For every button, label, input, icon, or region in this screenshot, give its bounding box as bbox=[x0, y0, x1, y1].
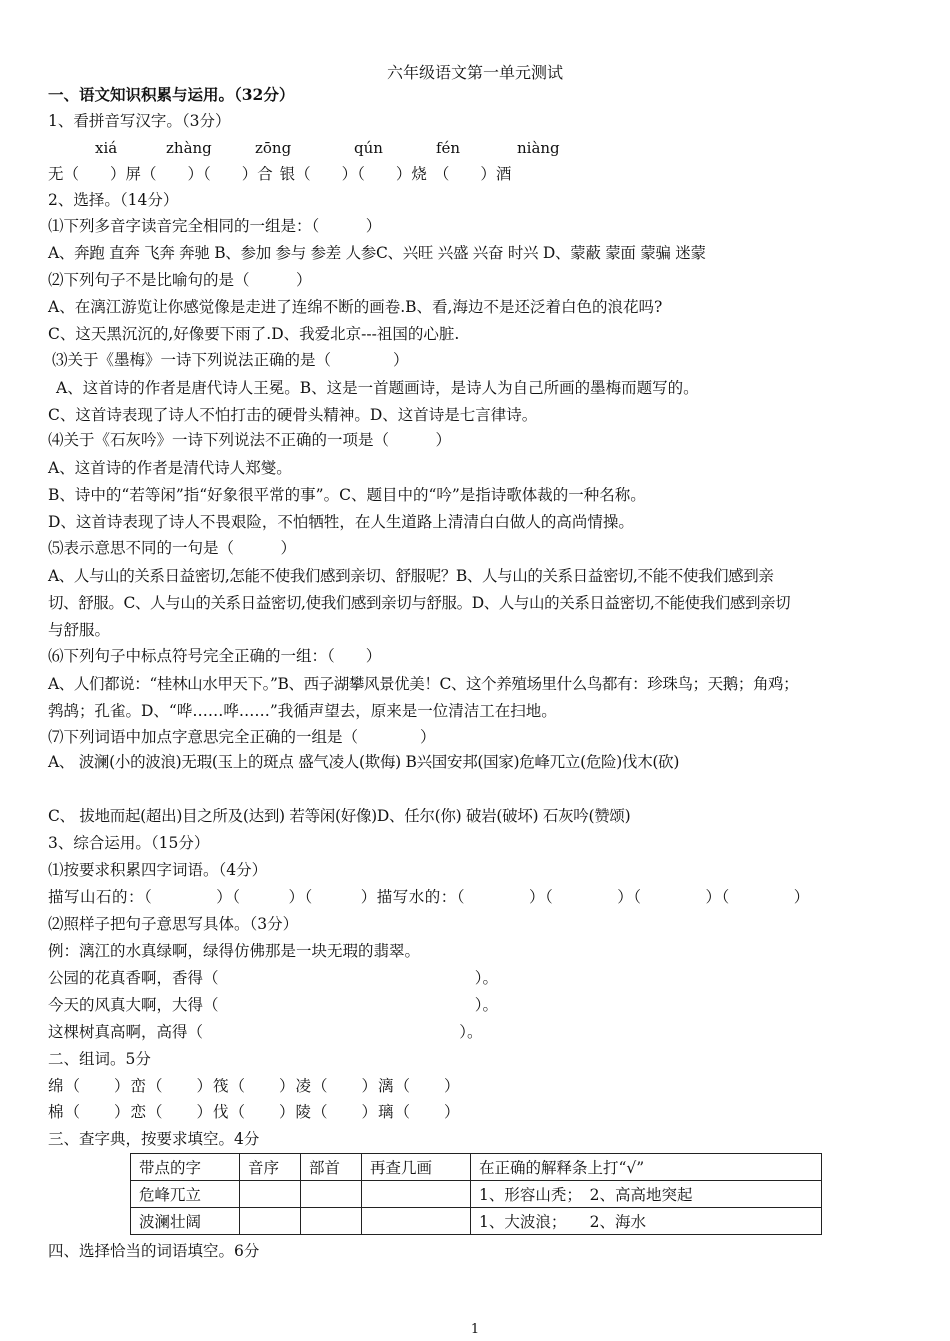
table-cell-blank[interactable] bbox=[362, 1181, 471, 1208]
q2-5-options-2: 切、舒服。C、人与山的关系日益密切,使我们感到亲切与舒服。D、人与山的关系日益密切,不能使我们感到亲切 bbox=[48, 594, 791, 612]
q2-4-option-d: D、这首诗表现了诗人不畏艰险，不怕牺牲，在人生道路上清清白白做人的高尚情操。 bbox=[48, 513, 634, 531]
q3-2-question: ⑵照样子把句子意思写具体。（3分） bbox=[48, 915, 299, 933]
table-cell-blank[interactable] bbox=[362, 1208, 471, 1235]
table-cell-blank[interactable] bbox=[240, 1181, 301, 1208]
q3-heading: 3、综合运用。（15分） bbox=[48, 834, 210, 852]
q1-answer-line: 无（ ）屏（ ）（ ）合 银（ ）（ ）烧 （ ）酒 bbox=[48, 165, 512, 183]
page-title: 六年级语文第一单元测试 bbox=[386, 63, 563, 82]
section-1-heading: 一、语文知识积累与运用。（32分） bbox=[48, 85, 295, 104]
q2-5-options-3: 与舒服。 bbox=[48, 621, 111, 639]
q3-2-line-1: 公园的花真香啊，香得（ ）。 bbox=[48, 969, 498, 987]
pinyin-2: zhàng bbox=[166, 139, 212, 157]
table-header-cell: 带点的字 bbox=[131, 1154, 240, 1181]
section-4-heading: 四、选择恰当的词语填空。6分 bbox=[48, 1242, 260, 1260]
pinyin-4: qún bbox=[354, 139, 383, 157]
section-2-row-1: 绵（ ）峦（ ）筏（ ）凌（ ）漓（ ） bbox=[48, 1077, 461, 1095]
table-cell-blank[interactable] bbox=[240, 1208, 301, 1235]
pinyin-6: niàng bbox=[517, 139, 560, 157]
q2-7-question: ⑺下列词语中加点字意思完全正确的一组是（ ） bbox=[48, 728, 436, 746]
section-3-heading: 三、查字典，按要求填空。4分 bbox=[48, 1130, 260, 1148]
q2-6-question: ⑹下列句子中标点符号完全正确的一组：（ ） bbox=[48, 647, 382, 665]
table-row bbox=[131, 1181, 822, 1208]
table-cell-word: 危峰兀立 bbox=[131, 1181, 240, 1208]
q2-4-option-bc: B、诗中的“若等闲”指“好象很平常的事”。C、题目中的“吟”是指诗歌体裁的一种名称。 bbox=[48, 486, 646, 504]
table-header-cell: 部首 bbox=[301, 1154, 362, 1181]
q2-4-question: ⑷关于《石灰吟》一诗下列说法不正确的一项是（ ） bbox=[48, 431, 452, 449]
dictionary-table bbox=[130, 1153, 822, 1235]
table-cell-meaning: 1、大波浪； 2、海水 bbox=[471, 1208, 822, 1235]
pinyin-1: xiá bbox=[95, 139, 118, 157]
table-header-row bbox=[131, 1154, 822, 1181]
q2-5-options-1: A、人与山的关系日益密切,怎能不使我们感到亲切、舒服呢？B、人与山的关系日益密切,不能不使我们感到亲 bbox=[48, 567, 774, 585]
q2-7-options-2: C、 拔地而起(超出)目之所及(达到) 若等闲(好像)D、任尔(你) 破岩(破坏) 石灰吟(赞颂) bbox=[48, 807, 631, 825]
pinyin-5: fén bbox=[436, 139, 461, 157]
q2-3-options-a: A、这首诗的作者是唐代诗人王冕。B、这是一首题画诗，是诗人为自己所画的墨梅而题写的。 bbox=[56, 379, 699, 397]
q3-2-line-2: 今天的风真大啊，大得（ ）。 bbox=[48, 996, 498, 1014]
q3-2-example: 例：漓江的水真绿啊，绿得仿佛那是一块无瑕的翡翠。 bbox=[48, 942, 421, 960]
q3-1-line: 描写山石的：（ ）（ ）（ ）描写水的：（ ）（ ）（ ）（ ） bbox=[48, 888, 810, 906]
q2-6-options-1: A、人们都说：“桂林山水甲天下。”B、西子湖攀风景优美！C、这个养殖场里什么鸟都有：珍珠鸟；天鹅；角鸡； bbox=[48, 675, 799, 693]
q2-6-options-2: 鹁鸪；孔雀。D、“哗……哗……”我循声望去，原来是一位清洁工在扫地。 bbox=[48, 702, 557, 720]
section-2-heading: 二、组词。5分 bbox=[48, 1050, 151, 1068]
q2-1-options: A、奔跑 直奔 飞奔 奔驰 B、参加 参与 参差 人参C、兴旺 兴盛 兴奋 时兴 D、蒙蔽 蒙面 蒙骗 迷蒙 bbox=[48, 244, 706, 262]
q3-1-question: ⑴按要求积累四字词语。（4分） bbox=[48, 861, 268, 879]
q2-2-question: ⑵下列句子不是比喻句的是（ ） bbox=[48, 271, 312, 289]
table-header-cell: 音序 bbox=[240, 1154, 301, 1181]
q2-4-option-a: A、这首诗的作者是清代诗人郑燮。 bbox=[48, 459, 292, 477]
q2-1-question: ⑴下列多音字读音完全相同的一组是：（ ） bbox=[48, 217, 382, 235]
q2-2-options-a: A、在漓江游览让你感觉像是走进了连绵不断的画卷.B、看,海边不是还泛着白色的浪花吗? bbox=[48, 298, 663, 316]
table-row bbox=[131, 1208, 822, 1235]
section-2-row-2: 棉（ ）恋（ ）伐（ ）陵（ ）璃（ ） bbox=[48, 1103, 461, 1121]
table-cell-meaning: 1、形容山秃； 2、高高地突起 bbox=[471, 1181, 822, 1208]
q3-2-line-3: 这棵树真高啊，高得（ ）。 bbox=[48, 1023, 483, 1041]
table-header-cell: 再查几画 bbox=[362, 1154, 471, 1181]
q2-heading: 2、选择。（14分） bbox=[48, 191, 179, 209]
q2-7-options-1: A、 波澜(小的波浪)无瑕(玉上的斑点 盛气凌人(欺侮) B兴国安邦(国家)危峰兀立(危险)伐木(砍) bbox=[48, 753, 680, 771]
table-cell-blank[interactable] bbox=[301, 1208, 362, 1235]
page-number: 1 bbox=[470, 1322, 480, 1337]
q1-heading: 1、看拼音写汉字。（3分） bbox=[48, 112, 231, 130]
q2-2-options-b: C、这天黑沉沉的,好像要下雨了.D、我爱北京---祖国的心脏. bbox=[48, 325, 460, 343]
q2-3-options-b: C、这首诗表现了诗人不怕打击的硬骨头精神。D、这首诗是七言律诗。 bbox=[48, 406, 538, 424]
table-cell-blank[interactable] bbox=[301, 1181, 362, 1208]
table-cell-word: 波澜壮阔 bbox=[131, 1208, 240, 1235]
q2-5-question: ⑸表示意思不同的一句是（ ） bbox=[48, 539, 297, 557]
q2-3-question: ⑶关于《墨梅》一诗下列说法正确的是（ ） bbox=[52, 351, 409, 369]
pinyin-3: zōng bbox=[255, 139, 292, 157]
table-header-cell: 在正确的解释条上打“√” bbox=[471, 1154, 822, 1181]
